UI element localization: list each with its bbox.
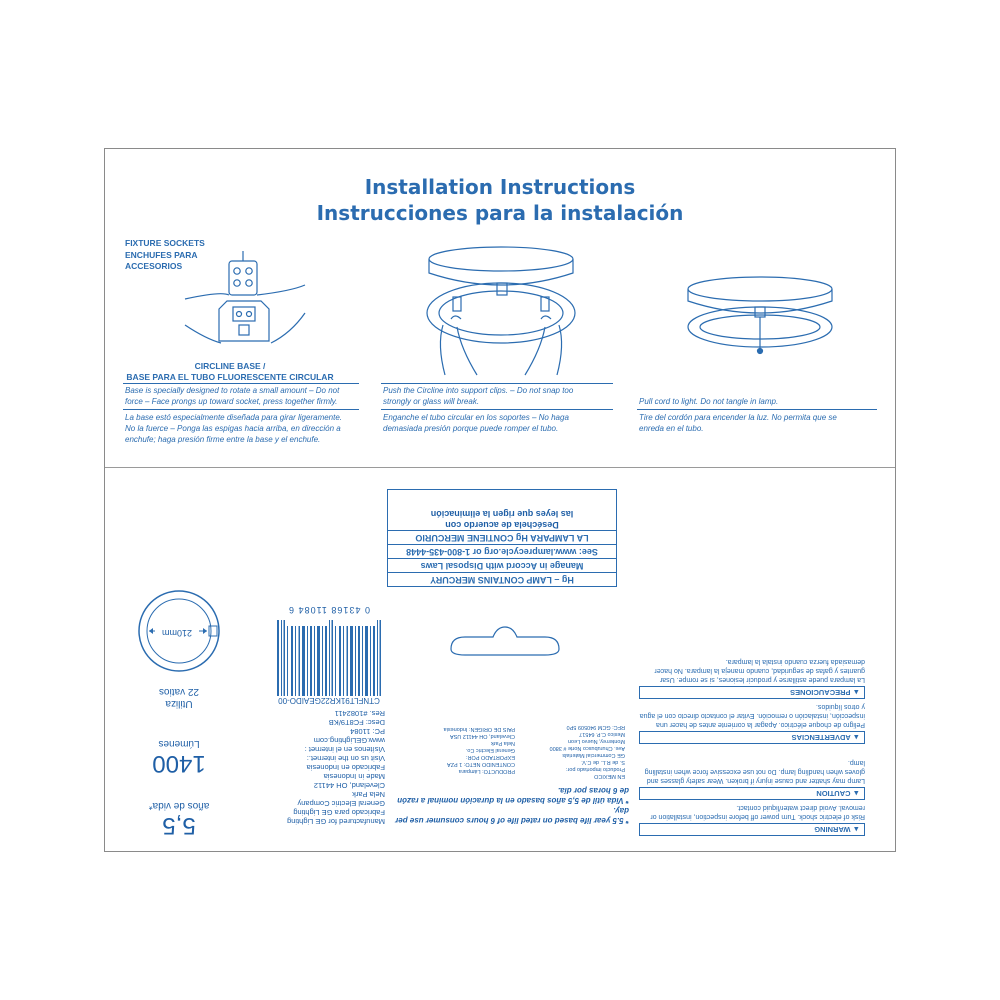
manufacturer-line: Visítenos en el internet : xyxy=(304,745,385,754)
step3-text-en-1: Pull cord to light. Do not tangle in lamp. xyxy=(639,397,779,406)
mercury-line-6: las leyes que rigen la eliminación xyxy=(430,509,574,519)
life-note-en: * 5.5 year life based on rated life of 6 hours consumer use per day. xyxy=(395,806,629,825)
warning-heading: ▲ WARNING xyxy=(639,823,865,836)
step2-text-es-1: Enganche el tubo circular en los soportes – No haga xyxy=(383,413,569,422)
importer-line: Mexico C.P. 64517 xyxy=(579,731,625,737)
specs-block xyxy=(129,589,229,839)
watts-value: 22 vatios xyxy=(158,686,200,697)
producto-block xyxy=(415,725,515,774)
warnings-block xyxy=(639,589,865,839)
caution-text: Lamp may shatter and cause injury if broken. Wear safety glasses and gloves when handling lamp. Do not use excessive force when installing lamp. xyxy=(644,759,865,784)
diameter-diagram xyxy=(137,589,221,673)
fixture-sockets-label: FIXTURE SOCKETS xyxy=(125,238,205,248)
importer-line: Monterrey, Nuevo Leon xyxy=(567,738,625,744)
importer-line: EN MEXICO xyxy=(594,773,625,779)
manufacturer-line: General Electric Company xyxy=(297,799,385,808)
step1-text-es-2: No la fuerce – Ponga las espigas hacia arriba, en dirección a xyxy=(125,424,341,433)
warning-text: Risk of electric shock. Turn power off before inspection, installation or removal. Avoid direct water/liquid contact. xyxy=(650,804,865,820)
manufacturer-line: Visit us on the internet.: xyxy=(306,754,385,763)
step1-text-en-2: force – Face prongs up toward socket, press together firmly. xyxy=(125,397,338,406)
pull-cord-illustration xyxy=(685,277,835,357)
barcode-code: CTNFLT91KR22GEAIDO-00 xyxy=(278,696,380,705)
manufacturer-line: Fabricado en Indonesia xyxy=(306,763,385,772)
advertencias-text: Peligro de choque eléctrico. Apagar la corriente antes de hacer una inspección, instalación o remoción. Evitar el contacto directo con el agua y otros líquidos. xyxy=(639,703,865,728)
mercury-line-3: See: www.lamprecycle.org or 1-800-435-4448 xyxy=(388,544,616,558)
step2-text-es-2: demasiada presión porque puede romper el tubo. xyxy=(383,424,559,433)
step1-text-en-1: Base is specially designed to rotate a small amount – Do not xyxy=(125,386,340,395)
watts-label: Utiliza xyxy=(165,698,193,709)
producto-line: Cleveland, OH 44112 USA xyxy=(449,733,515,739)
producto-line: Nela Park xyxy=(490,740,515,746)
mercury-disposal-box xyxy=(387,489,617,587)
importer-block xyxy=(525,723,625,779)
section-divider xyxy=(105,467,895,468)
mercury-line-5: Deséchela de acuerdo con xyxy=(445,520,559,530)
step3-text-es-2: enreda en el tubo. xyxy=(639,424,704,433)
step1-rule xyxy=(123,383,359,384)
mercury-line-2: Manage in Accord with Disposal Laws xyxy=(388,558,616,572)
importer-line: GE Commercial Materials xyxy=(562,752,625,758)
title-spanish: Instrucciones para la instalación xyxy=(316,201,684,225)
diameter-label: 210mm xyxy=(155,628,199,638)
importer-line: Ave. Churubusco Norte # 3800 xyxy=(549,745,625,751)
advertencias-heading: ▲ ADVERTENCIAS xyxy=(639,731,865,744)
manufacturer-line: Nela Park xyxy=(352,790,385,799)
life-note xyxy=(389,785,629,825)
mercury-line-4: LA LAMPARA Hg CONTIENE MERCURIO xyxy=(388,530,616,544)
life-years-label: años de vida* xyxy=(148,800,210,811)
circline-clip-illustration xyxy=(423,249,583,377)
barcode-block xyxy=(269,597,389,705)
step1-rule-2 xyxy=(123,409,359,410)
manufacturer-line: Made in Indonesia xyxy=(323,772,385,781)
circline-base-label: CIRCLINE BASE / xyxy=(194,361,266,371)
mercury-line-1: Hg – LAMP CONTAINS MERCURY xyxy=(388,572,616,586)
fixture-sockets-label-es: ENCHUFES PARA xyxy=(125,250,198,260)
precauciones-heading: ▲ PRECAUCIONES xyxy=(639,686,865,699)
step2-rule xyxy=(381,383,613,384)
step3-text-es-1: Tire del cordón para encender la luz. No permita que se xyxy=(639,413,837,422)
step1-text-es-1: La base estó especialmente diseñada para girar ligeramente. xyxy=(125,413,343,422)
barcode-bars xyxy=(277,620,381,696)
producto-line: PAIS DE ORIGEN: Indonesia xyxy=(443,726,515,732)
lumens-value: 1400 xyxy=(152,750,206,777)
manufacturer-line: Res. #1082411 xyxy=(334,709,385,718)
lumens-label: Lúmenes xyxy=(158,738,200,749)
step2-text-en-1: Push the Circline into support clips. – Do not snap too xyxy=(383,386,574,395)
title-english: Installation Instructions xyxy=(364,175,636,199)
manufacturer-line: Desc: FC8T9/KB xyxy=(328,718,385,727)
producto-line: General Electric Co. xyxy=(465,747,515,753)
life-note-es: * Vida útil de 5,5 años basado en la duración nominal a razón de 6 horas por día. xyxy=(397,786,629,805)
manufacturer-line: www.GELighting.com xyxy=(313,736,385,745)
socket-illustration xyxy=(181,251,341,347)
producto-line: EXPORTADO POR: xyxy=(465,754,515,760)
producto-line: CONTENIDO NETO: 1 PZA xyxy=(446,761,515,767)
step1-text-es-3: enchufe; haga presión firme entre la base y el enchufe. xyxy=(125,435,321,444)
life-years: 5,5 xyxy=(162,812,196,839)
step2-rule-2 xyxy=(381,409,613,410)
step3-rule xyxy=(637,409,877,410)
step2-text-en-2: strongly or glass will break. xyxy=(383,397,480,406)
importer-line: Producto importado por: xyxy=(565,766,625,772)
manufacturer-line: Fabricado para GE Lighting xyxy=(293,808,385,817)
precauciones-text: La lampara puede astillarse y producir lesiones, si se rompe. Usar guantes y gafas de seguridad, cuando maneja la lampara. No hacer demasiada fuerza cuando instala la lampara. xyxy=(654,658,865,683)
manufacturer-line: PC: 11084 xyxy=(350,727,385,736)
producto-line: PRODUCTO: Lámpara xyxy=(458,768,515,774)
caution-heading: ▲ CAUTION xyxy=(639,787,865,800)
manufacturer-line: Cleveland, OH 44112 xyxy=(313,781,385,790)
importer-line: S. de R.L. de C.V. xyxy=(581,759,625,765)
hanger-slot xyxy=(445,623,565,659)
circline-base-label-es: BASE PARA EL TUBO FLUORESCENTE CIRCULAR xyxy=(126,372,334,382)
fixture-sockets-label-es2: ACCESORIOS xyxy=(125,261,183,271)
manufacturer-block xyxy=(265,709,385,826)
importer-line: RFC: GCM 940509 5P0 xyxy=(566,724,625,730)
package-card xyxy=(104,148,896,852)
manufacturer-line: Manufactured for GE Lighting xyxy=(287,817,385,826)
barcode-digits: 0 43168 11084 6 xyxy=(288,605,370,615)
